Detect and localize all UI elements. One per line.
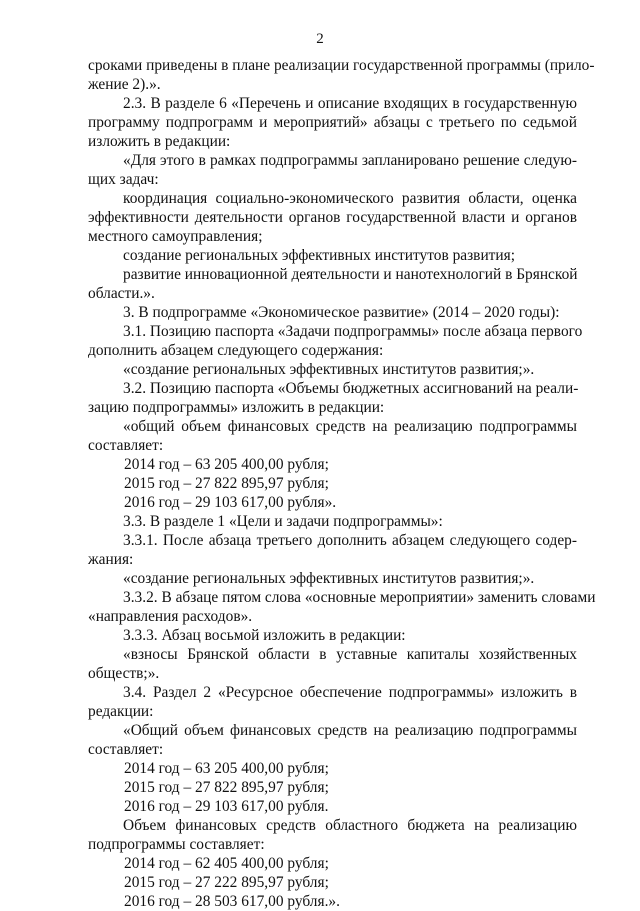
text-line: 2016 год – 29 103 617,00 рубля. xyxy=(124,798,329,815)
text-line: дополнить абзацем следующего содержания: xyxy=(88,342,384,359)
text-line: Объем финансовых средств областного бюджета на реализацию xyxy=(123,817,577,834)
text-line: программу подпрограмм и мероприятий» абзацы с третьего по седьмой xyxy=(88,114,577,131)
text-line: жания: xyxy=(88,551,134,568)
text-line: «направления расходов». xyxy=(88,608,253,625)
text-line: 3.1. Позицию паспорта «Задачи подпрограммы» после абзаца первого xyxy=(123,323,583,340)
text-line: развитие инновационной деятельности и нанотехнологий в Брянской xyxy=(123,266,578,283)
text-line: 2014 год – 63 205 400,00 рубля; xyxy=(124,456,329,473)
text-line: координация социально-экономического развития области, оценка xyxy=(123,190,577,207)
text-line: жение 2).». xyxy=(88,76,161,93)
text-line: «взносы Брянской области в уставные капиталы хозяйственных xyxy=(123,646,577,663)
text-line: «общий объем финансовых средств на реализацию подпрограммы xyxy=(123,418,577,435)
text-line: щих задач: xyxy=(88,171,159,188)
text-line: сроками приведены в плане реализации государственной программы (прило- xyxy=(88,57,595,74)
text-line: создание региональных эффективных институтов развития; xyxy=(123,247,516,264)
text-line: зацию подпрограммы» изложить в редакции: xyxy=(88,399,385,416)
text-line: области.». xyxy=(88,285,155,302)
text-line: редакции: xyxy=(88,703,154,720)
text-line: составляет: xyxy=(88,437,164,454)
text-line: 3.3. В разделе 1 «Цели и задачи подпрограммы»: xyxy=(123,513,443,530)
text-line: обществ;». xyxy=(88,665,160,682)
text-line: изложить в редакции: xyxy=(88,133,231,150)
text-line: 3.4. Раздел 2 «Ресурсное обеспечение подпрограммы» изложить в xyxy=(123,684,577,701)
text-line: 2015 год – 27 822 895,97 рубля; xyxy=(124,779,329,796)
text-line: 3.3.2. В абзаце пятом слова «основные мероприятии» заменить словами xyxy=(123,589,596,606)
text-line: 2015 год – 27 822 895,97 рубля; xyxy=(124,475,329,492)
text-line: эффективности деятельности органов государственной власти и органов xyxy=(88,209,577,226)
text-line: «создание региональных эффективных институтов развития;». xyxy=(123,361,535,378)
text-line: «Для этого в рамках подпрограммы запланировано решение следую- xyxy=(123,152,577,169)
text-line: местного самоуправления; xyxy=(88,228,263,245)
text-line: 2.3. В разделе 6 «Перечень и описание входящих в государственную xyxy=(123,95,577,112)
text-line: 2015 год – 27 222 895,97 рубля; xyxy=(124,874,329,891)
text-line: «создание региональных эффективных институтов развития;». xyxy=(123,570,535,587)
text-line: составляет: xyxy=(88,741,164,758)
text-line: «Общий объем финансовых средств на реализацию подпрограммы xyxy=(123,722,577,739)
document-body xyxy=(88,56,596,911)
text-line: 3.3.1. После абзаца третьего дополнить абзацем следующего содер- xyxy=(123,532,577,549)
text-line: 2016 год – 28 503 617,00 рубля.». xyxy=(124,893,340,910)
text-line: 2014 год – 62 405 400,00 рубля; xyxy=(124,855,329,872)
text-line: 3. В подпрограмме «Экономическое развитие» (2014 – 2020 годы): xyxy=(123,304,560,321)
text-line: 3.2. Позицию паспорта «Объемы бюджетных ассигнований на реали- xyxy=(123,380,579,397)
text-line: 3.3.3. Абзац восьмой изложить в редакции: xyxy=(123,627,406,644)
text-line: 2014 год – 63 205 400,00 рубля; xyxy=(124,760,329,777)
text-line: подпрограммы составляет: xyxy=(88,836,265,853)
text-line: 2016 год – 29 103 617,00 рубля». xyxy=(124,494,337,511)
page-number: 2 xyxy=(316,31,324,47)
